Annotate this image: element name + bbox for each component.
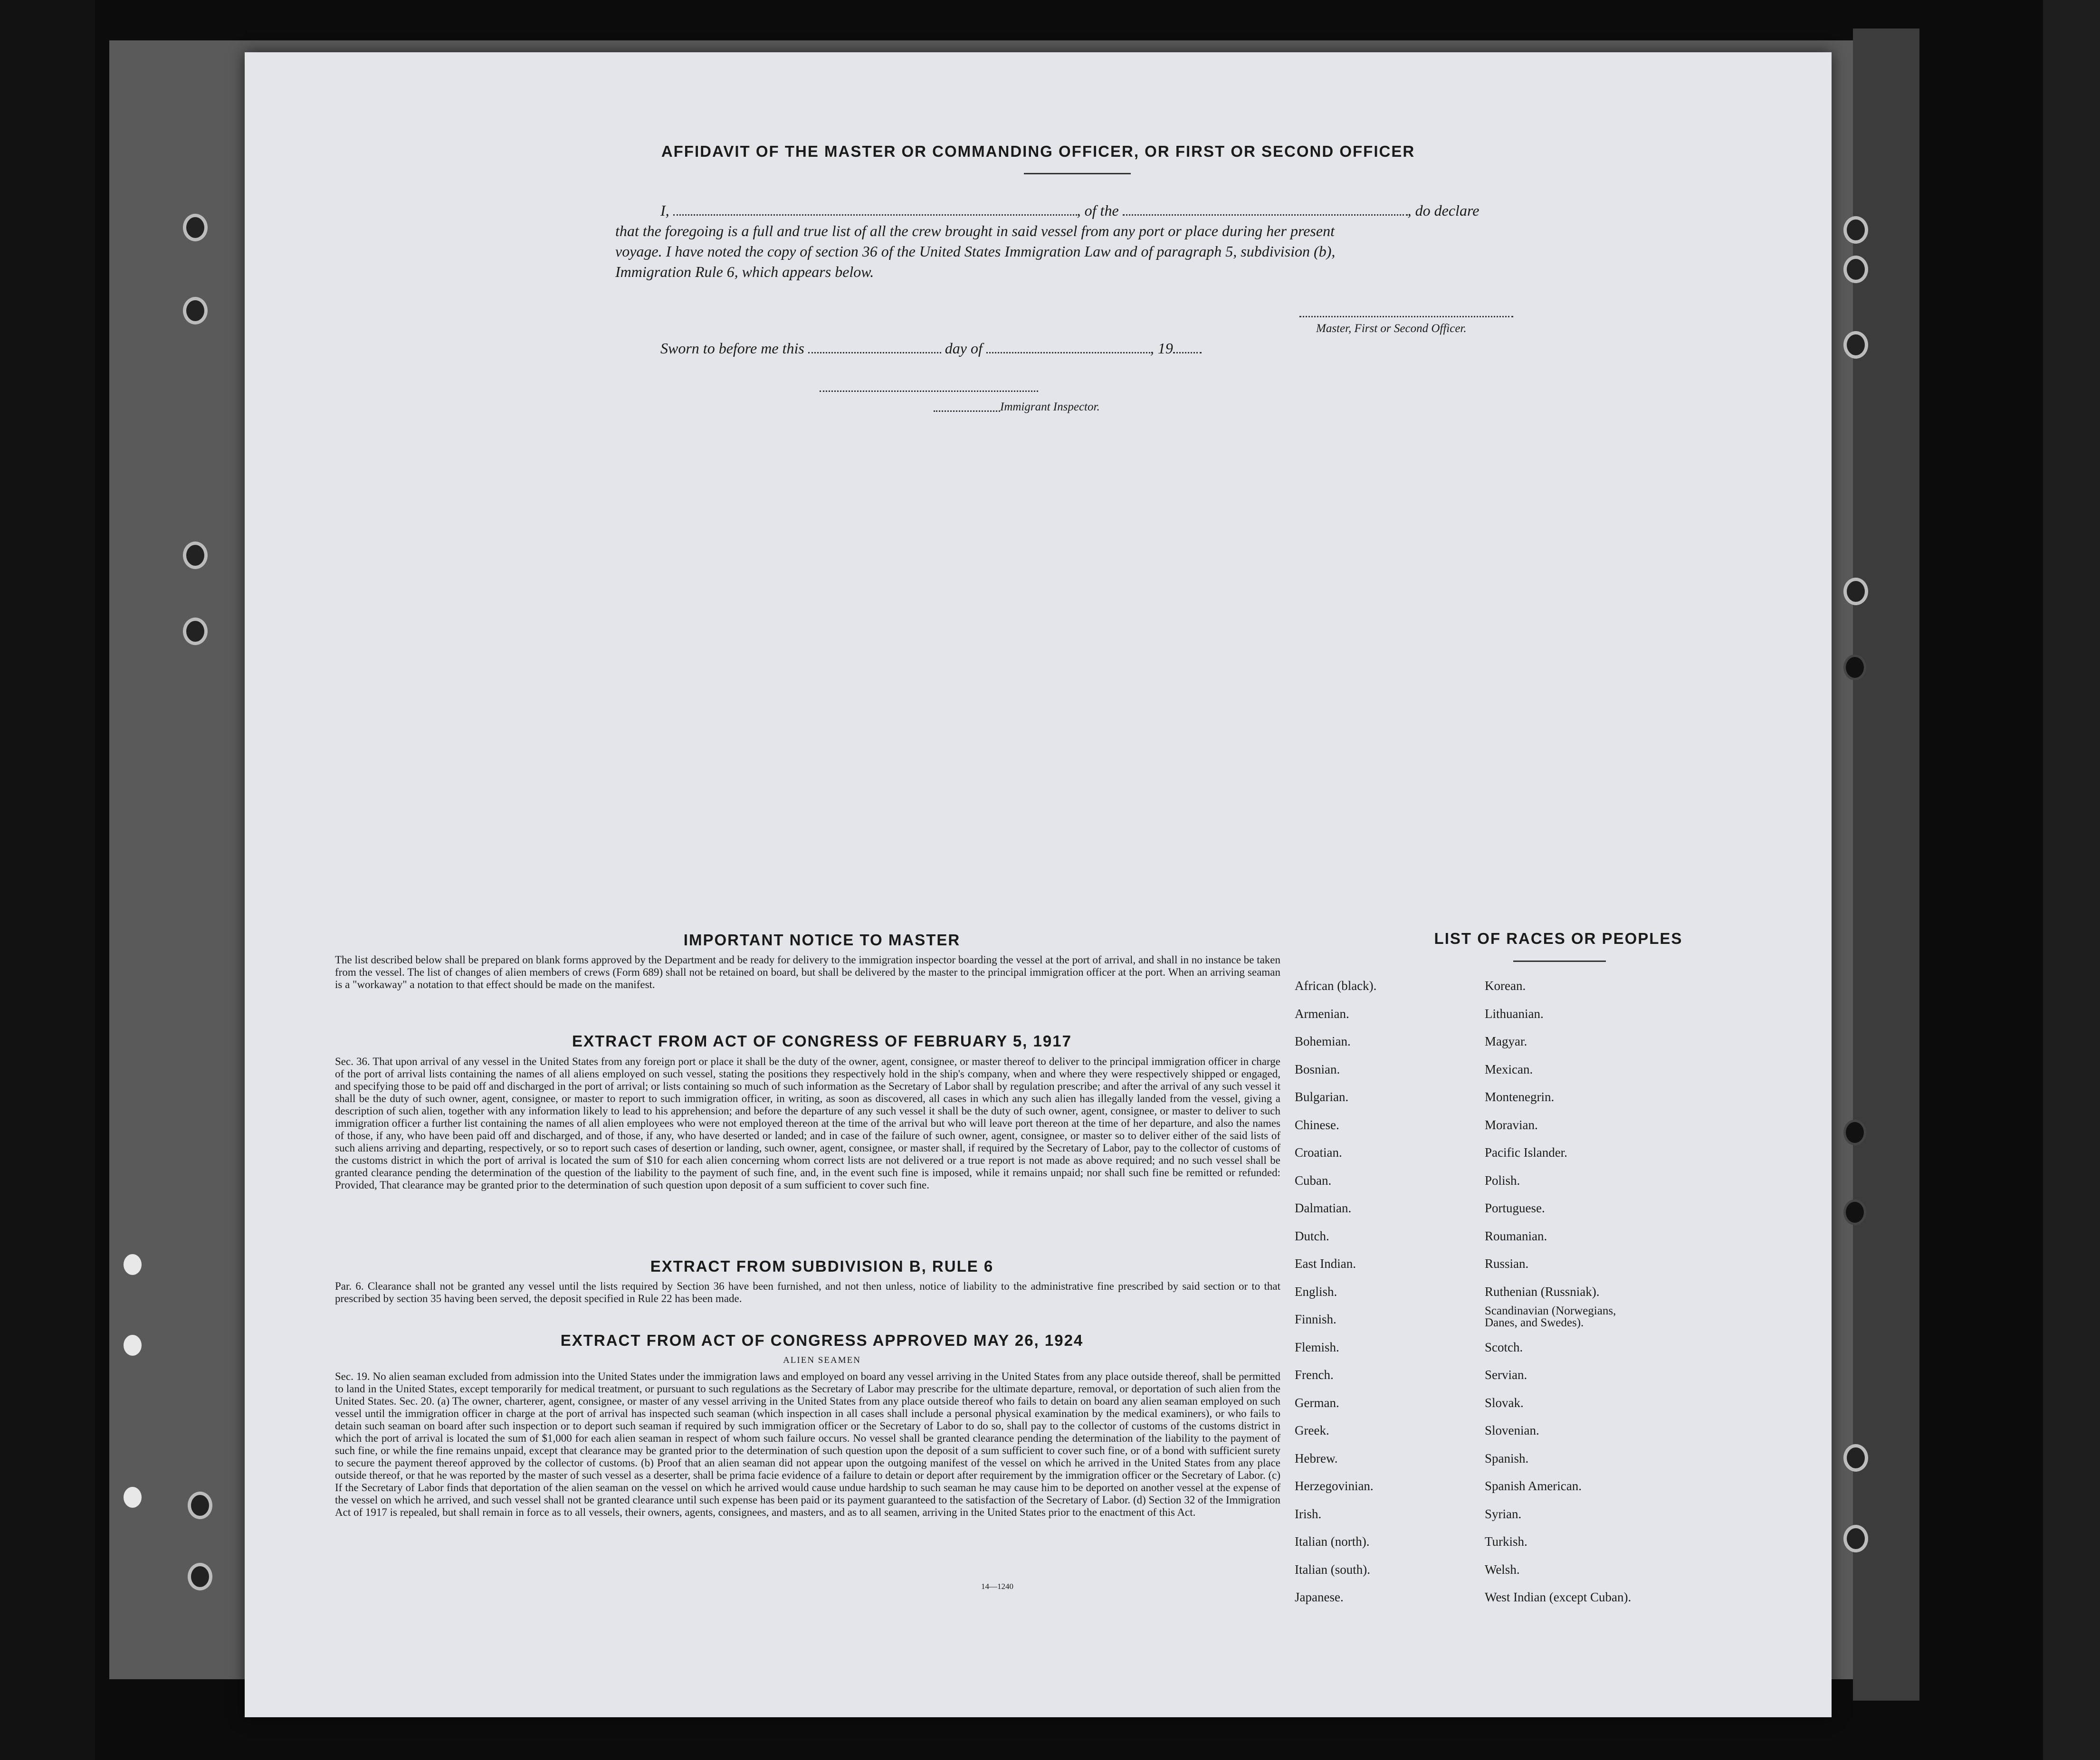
race-item: Italian (north). [1295,1534,1370,1549]
binder-hole [124,1254,142,1275]
race-item: Servian. [1485,1368,1527,1382]
title-rule [1024,173,1131,174]
sworn-line [660,340,1611,357]
race-item: Chinese. [1295,1117,1339,1132]
day-of-label: day of [945,340,983,357]
race-item: Finnish. [1295,1312,1336,1326]
race-item: Slovenian. [1485,1423,1539,1437]
race-item: Italian (south). [1295,1562,1370,1577]
extract-1924-subtitle: ALIEN SEAMEN [783,1355,861,1365]
race-item: Portuguese. [1485,1201,1545,1215]
binder-hole [1843,256,1868,283]
extract-1924-title: EXTRACT FROM ACT OF CONGRESS APPROVED MAY 26, 1924 [560,1332,1084,1349]
scan-left-border [0,0,95,1760]
affidavit-line3: voyage. I have noted the copy of section 36 of the United States Immigration Law and of paragraph 5, subdivision (b), [615,243,1336,260]
binder-hole [1843,1199,1866,1225]
race-item: Magyar. [1485,1034,1527,1048]
year-label: , 19 [1150,340,1173,357]
race-item: Japanese. [1295,1590,1344,1604]
extract-rule6-title: EXTRACT FROM SUBDIVISION B, RULE 6 [650,1257,994,1275]
affidavit-line4: Immigration Rule 6, which appears below. [615,263,874,280]
race-item: Cuban. [1295,1173,1332,1188]
binder-hole [1843,1444,1868,1472]
inspector-signature-lead [934,410,1000,412]
binder-hole [183,297,208,324]
race-item: Welsh. [1485,1562,1520,1577]
race-item: African (black). [1295,979,1377,993]
race-item: Syrian. [1485,1506,1522,1521]
affidavit-title: AFFIDAVIT OF THE MASTER OR COMMANDING OFFICER, OR FIRST OR SECOND OFFICER [661,143,1415,160]
inspector-signature-line[interactable] [820,390,1038,392]
race-item: Bohemian. [1295,1034,1351,1048]
affidavit-declare: , do declare [1407,202,1480,219]
race-item: Spanish American. [1485,1479,1582,1493]
inspector-signature-caption: Immigrant Inspector. [1000,400,1100,413]
race-item: Russian. [1485,1256,1529,1271]
race-item: Polish. [1485,1173,1520,1188]
race-item: Croatian. [1295,1145,1342,1160]
races-title: LIST OF RACES OR PEOPLES [1434,930,1683,947]
race-item: Roumanian. [1485,1228,1547,1243]
race-item: Dalmatian. [1295,1201,1352,1215]
sworn-year-field[interactable] [1173,352,1202,353]
scan-right-border [2043,0,2100,1760]
extract-1917-body: Sec. 36. That upon arrival of any vessel in the United States from any foreign port or place it shall be the duty of the owner, agent, consignee, or master thereof to deliver to the principal immigration officer in charge of the port of arrival lists containing the names of all aliens employed on such vessel, stating the positions they respectively hold in the ship's company, when and where they were respectively shipped or engaged, and specifying those to be paid off and discharged in the port of arrival; or lists containing so much of such information as the Secretary of Labor shall by regulation prescribe; and after the arrival of any such vessel it shall be the duty of such owner, agent, consignee, or master to report to such immigration officer, in writing, as soon as discovered, all cases in which any such alien has illegally landed from the vessel, giving a description of such alien, together with any information likely to lead to his apprehension; and before the departure of any such vessel it shall be the duty of such owner, agent, consignee, or master to deliver to such immigration officer a further list containing the names of all alien employees who were not employed thereon at the time of the arrival but who will leave port thereon at the time of her departure, and also the names of those, if any, who have been paid off and discharged, and of those, if any, who have deserted or landed; and in case of the failure of such owner, agent, consignee, or master so to deliver either of the said lists of such aliens arriving and departing, respectively, or so to report such cases of desertion or landing, such owner, agent, consignee, or master shall, if required by the Secretary of Labor, pay to the collector of customs of the customs district in which the port of arrival is located the sum of $10 for each alien concerning whom correct lists are not delivered or a true report is not made as above required; and no such vessel shall be granted clearance pending the determination of the question of the liability to the payment of such fine, and, in the event such fine is imposed, while it remains unpaid; nor shall such fine be remitted or refunded: Provided, That clearance may be granted prior to the determination of such question upon deposit of a sum sufficient to cover such fine. [335,1056,1280,1191]
race-item: Herzegovinian. [1295,1479,1374,1493]
binder-hole [183,214,208,241]
binder-hole [183,542,208,569]
race-item: French. [1295,1368,1334,1382]
master-signature-line[interactable] [1299,316,1513,317]
race-item: Bulgarian. [1295,1090,1349,1104]
name-field[interactable] [673,214,1077,216]
races-title-rule [1513,961,1606,962]
race-item: Lithuanian. [1485,1006,1544,1021]
binder-hole [183,618,208,645]
race-item: Montenegrin. [1485,1090,1555,1104]
binder-hole [1843,331,1868,359]
binder-hole [188,1492,212,1519]
binder-hole [124,1487,142,1508]
race-item: Greek. [1295,1423,1329,1437]
sworn-day-field[interactable] [808,352,941,353]
extract-1917-title: EXTRACT FROM ACT OF CONGRESS OF FEBRUARY 5, 1917 [572,1032,1072,1050]
binder-hole [1843,1525,1868,1552]
race-item: Armenian. [1295,1006,1349,1021]
vessel-field[interactable] [1123,214,1408,216]
race-item: Hebrew. [1295,1451,1338,1465]
affidavit-line1 [660,202,1753,219]
extract-rule6-body: Par. 6. Clearance shall not be granted any vessel until the lists required by Section 36 have been furnished, and not then unless, notice of liability to the administrative fine prescribed by said section or to that prescribed by section 35 having been served, the deposit specified in Rule 22 has been made. [335,1280,1280,1304]
race-item: Moravian. [1485,1117,1538,1132]
race-item: Mexican. [1485,1062,1533,1076]
race-item: Flemish. [1295,1340,1339,1354]
race-item: Ruthenian (Russniak). [1485,1284,1600,1299]
race-item: West Indian (except Cuban). [1485,1590,1632,1604]
race-item: Slovak. [1485,1395,1524,1410]
document-page [245,52,1832,1717]
race-item: Dutch. [1295,1228,1329,1243]
race-item: English. [1295,1284,1337,1299]
affidavit-line2: that the foregoing is a full and true list of all the crew brought in said vessel from any port or place during her present [615,222,1335,239]
notice-title: IMPORTANT NOTICE TO MASTER [683,931,961,949]
race-item: Bosnian. [1295,1062,1340,1076]
race-item: Turkish. [1485,1534,1527,1549]
binder-hole [1843,216,1868,244]
affidavit-i: I, [660,202,669,219]
extract-1924-body: Sec. 19. No alien seaman excluded from admission into the United States under the immigration laws and employed on board any vessel arriving in the United States from any place outside thereof, shall be permitted to land in the United States, except temporarily for medical treatment, or pursuant to such regulations as the Secretary of Labor may prescribe for the ultimate departure, removal, or deportation of such alien from the United States. Sec. 20. (a) The owner, charterer, agent, consignee, or master of any vessel arriving in the United States from any place outside thereof who fails to detain on board any alien seaman employed on such vessel until the immigration officer in charge at the port of arrival has inspected such seaman (which inspection in all cases shall include a personal physical examination by the medical examiners), or who fails to detain such seaman on board after such inspection or to deport such seaman if required by such immigration officer or the Secretary of Labor to do so, shall pay to the collector of customs of the customs district in which the port of arrival is located the sum of $1,000 for each alien seaman in respect of whom such failure occurs. No vessel shall be granted clearance pending the determination of the liability to the payment of such fine, or while the fine remains unpaid, except that clearance may be granted prior to the determination of such question upon the deposit of a sum sufficient to cover such fine, or of a bond with sufficient surety to secure the payment thereof approved by the collector of customs. (b) Proof that an alien seaman did not appear upon the outgoing manifest of the vessel on which he arrived in the United States from any place outside thereof, or that he was reported by the master of such vessel as a deserter, shall be prima facie evidence of a failure to detain or deport after requirement by the immigration officer or the Secretary of Labor. (c) If the Secretary of Labor finds that deportation of the alien seaman on the vessel on which he arrived would cause undue hardship to such seaman he may cause him to be deported on another vessel at the expense of the vessel on which he arrived, and such vessel shall not be granted clearance until such expense has been paid or its payment guaranteed to the satisfaction of the Secretary of Labor. (d) Section 32 of the Immigration Act of 1917 is repealed, but shall remain in force as to all vessels, their owners, agents, consignees, and masters, and as to all seamen, arriving in the United States prior to the enactment of this Act. [335,1370,1280,1518]
race-item: German. [1295,1395,1339,1410]
notice-body: The list described below shall be prepared on blank forms approved by the Department and be ready for delivery to the immigration inspector boarding the vessel at the port of arrival, and shall in no instance be taken from the vessel. The list of changes of alien members of crews (Form 689) shall not be retained on board, but shall be delivered by the master to the principal immigration officer at the port. When an arriving seaman is a "workaway" a notation to that effect should be made on the manifest. [335,954,1280,990]
form-number: 14—1240 [981,1582,1013,1591]
binder-hole [1843,655,1866,680]
sworn-label: Sworn to before me this [660,340,804,357]
master-signature-caption: Master, First or Second Officer. [1316,322,1467,335]
race-item: Korean. [1485,979,1526,993]
binder-hole [1843,1120,1866,1145]
affidavit-of: , of the [1077,202,1119,219]
binder-hole [1843,578,1868,605]
sworn-month-field[interactable] [986,352,1150,353]
race-item: Spanish. [1485,1451,1529,1465]
race-item: Pacific Islander. [1485,1145,1567,1160]
race-item: Scandinavian (Norwegians, Danes, and Swedes). [1485,1304,1616,1329]
race-item: Scotch. [1485,1340,1523,1354]
race-item: Irish. [1295,1506,1322,1521]
binder-hole [124,1335,142,1356]
race-item: East Indian. [1295,1256,1356,1271]
binder-hole [188,1563,212,1590]
